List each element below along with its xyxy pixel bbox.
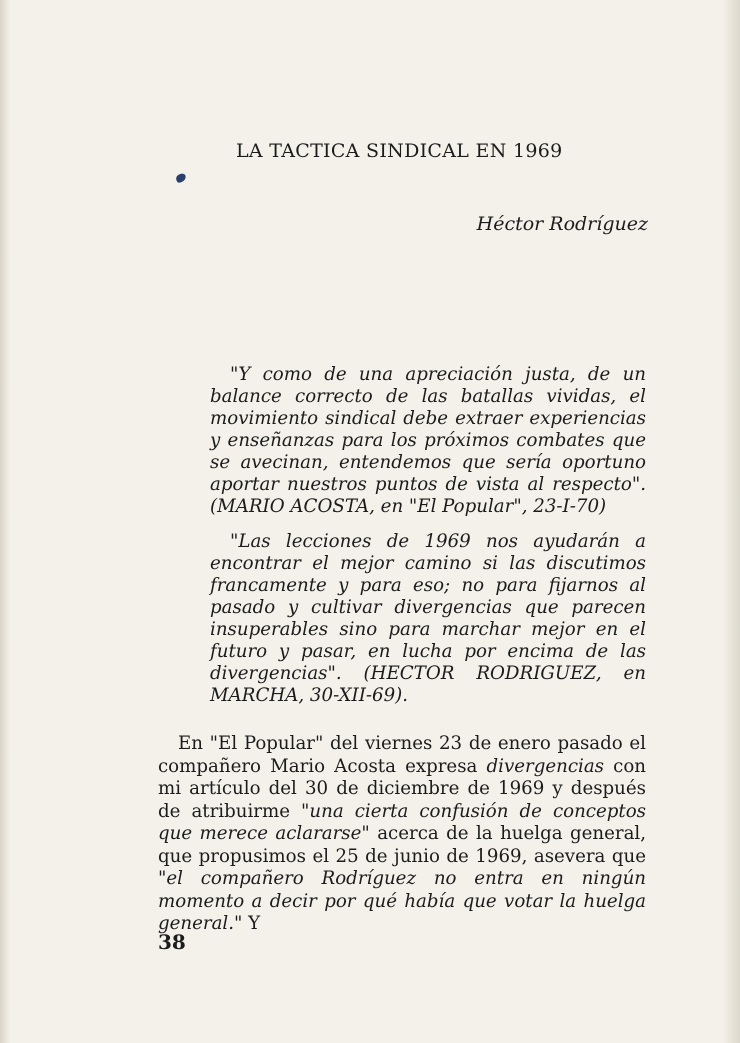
text-run: con mi artículo del 30 de diciembre de 1969 y después de atribuirme xyxy=(158,755,646,822)
page-number: 38 xyxy=(158,930,186,954)
ink-smudge xyxy=(175,173,187,184)
paragraph-1 xyxy=(158,733,646,936)
emphasis-run: "una cierta confusión de conceptos que merece aclararse" xyxy=(158,800,646,844)
epigraph-text: "Y como de una apreciación justa, de un balance correcto de las batallas vividas, el movimiento sindical debe extraer experiencias y enseñanzas para los próximos combates que se avecinan, entendemos que sería oportuno aportar nuestros puntos de vista al respecto". (MARIO ACOSTA, en "El Popular", 23-I-70) xyxy=(210,364,646,517)
epigraph-text: "Las lecciones de 1969 nos ayudarán a encontrar el mejor camino si las discutimos francamente y para eso; no para fijarnos al pasado y cultivar divergencias que parecen insuperables sino para marchar mejor en el futuro y pasar, en lucha por encima de las divergencias". (HECTOR RODRIGUEZ, en MARCHA, 30-XII-69). xyxy=(210,531,646,706)
emphasis-run: "el compañero Rodríguez no entra en ningún momento a decir por qué había que votar la huelga general." xyxy=(158,868,646,934)
epigraph-quote-1 xyxy=(210,364,646,518)
text-run: En "El Popular" del viernes 23 de enero pasado el compañero Mario Acosta expresa xyxy=(158,733,646,777)
chapter-title: LA TACTICA SINDICAL EN 1969 xyxy=(236,140,563,162)
body-paragraph xyxy=(158,733,646,936)
emphasis-run: divergencias xyxy=(486,755,605,777)
author-name: Héctor Rodríguez xyxy=(476,213,648,235)
text-run: acerca de la huelga general, que propusimos el 25 de junio de 1969, asevera que xyxy=(158,823,647,867)
epigraph-quote-2 xyxy=(210,531,646,707)
text-run: Y xyxy=(242,913,261,934)
